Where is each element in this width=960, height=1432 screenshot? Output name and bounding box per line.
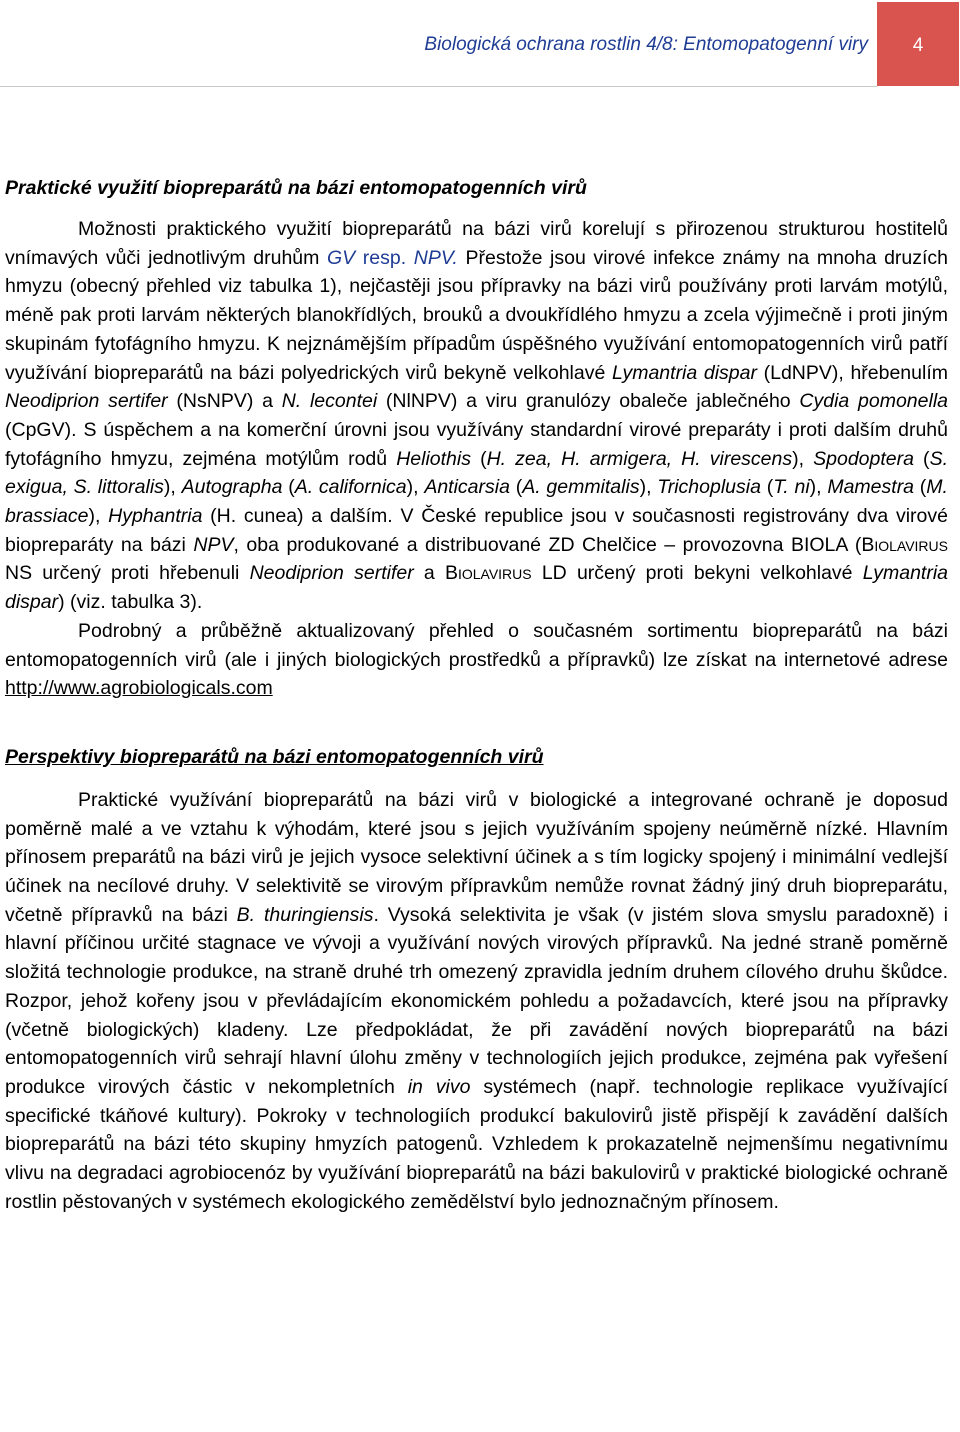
text-run: Podrobný a průběžně aktualizovaný přehled o současném sortimentu biopreparátů na bázi entomopatogenních virů (ale i jiných biologických prostředků a přípravků) lze získat na internetové adrese <box>5 619 948 671</box>
header-rule <box>0 86 877 87</box>
paragraph <box>5 215 948 617</box>
page-number: 4 <box>912 35 924 56</box>
species-name: Autographa <box>181 476 283 499</box>
text-run: ), <box>163 476 182 499</box>
text-run: NPV <box>193 533 234 556</box>
section-heading: Praktické využití biopreparátů na bázi entomopatogenních virů <box>5 177 587 199</box>
text-run: ), <box>809 476 828 499</box>
species-name: Mamestra <box>827 476 915 499</box>
species-name: Neodiprion sertifer <box>5 390 168 413</box>
section-practical-use <box>5 174 948 703</box>
species-name: N. lecontei <box>281 390 378 413</box>
running-title: Biologická ochrana rostlin 4/8: Entomopatogenní viry <box>424 34 868 55</box>
species-name: Hyphantria <box>108 505 203 528</box>
agrobiologicals-link[interactable]: http://www.agrobiologicals.com <box>5 677 273 700</box>
paragraph <box>5 617 948 703</box>
page-number-box <box>877 2 959 86</box>
paragraph <box>5 786 948 1217</box>
text-run: (H. cunea) a dalším. V České republice jsou v současnosti registrovány dva virové biopreparáty na bázi <box>5 505 948 556</box>
product-name: Biolavirus <box>861 533 948 556</box>
text-run: systémech (např. technologie replikace využívající specifické tkáňové kultury). Pokroky v technologiích produkcí bakulovirů jistě přispějí k zavádění dalších biopreparátů na bázi této skupiny hmyzích patogenů. Vzhledem k prokazatelně nejmenšímu negativnímu vlivu na degradaci agrobiocenóz by využívání biopreparátů na bázi bakulovirů v praktické biologické ochraně rostlin pěstovaných v systémech ekologického zemědělství bylo jednoznačným přínosem. <box>5 1075 948 1213</box>
text-run: (LdNPV), hřebenulím <box>756 361 948 384</box>
species-name: Lymantria dispar <box>611 361 757 384</box>
species-name: Heliothis <box>396 447 471 470</box>
text-run: ( <box>913 447 930 470</box>
species-name: M. brassiace <box>5 476 948 528</box>
text-run: Přestože jsou virové infekce známy na mnoha druzích hmyzu (obecný přehled viz tabulka 1), nejčastěji jsou přípravky na bázi virů používány proti larvám motýlů, méně pak proti larvám některých blanokřídlých, brouků a dvoukřídlého hmyzu a zcela výjimečně i proti jiným skupinám fytofágního hmyzu. K nejznámějším případům úspěšného využívání entomopatogenních virů patří využívání biopreparátů na bázi polyedrických virů bekyně velkohlavé <box>5 246 949 384</box>
species-name: Anticarsia <box>424 476 510 499</box>
text-run: , oba produkované a distribuované ZD Chelčice – provozovna BIOLA ( <box>233 533 862 556</box>
text-run: ( <box>282 476 295 499</box>
text-run: Praktické využívání biopreparátů na bázi virů v biologické a integrované ochraně je doposud poměrně malé a ve vztahu k výhodám, které jsou s jejich využíváním spojeny neúměrně nízké. Hlavním přínosem preparátů na bázi virů je jejich vysoce selektivní účinek a s tím logicky spojený i minimální vedlejší účinek na necílové druhy. V selektivitě se virovým přípravkům nemůže rovnat žádný jiný druh biopreparátu, včetně přípravků na bázi <box>5 788 948 926</box>
text-run: (NlNPV) a viru granulózy obaleče jablečného <box>377 390 800 413</box>
text-run: NPV. <box>413 246 458 269</box>
text-run: ( <box>509 476 523 499</box>
text-run: ( <box>471 447 487 470</box>
text-run: Možnosti praktického využití biopreparátů na bázi virů korelují s přirozenou strukturou hostitelů vnímavých vůči jednotlivým druhům <box>5 218 948 269</box>
text-run: NS určený proti hřebenuli <box>5 562 250 585</box>
text-run: ( <box>760 476 774 499</box>
species-name: Spodoptera <box>813 447 914 470</box>
species-name: Lymantria dispar <box>5 562 948 614</box>
text-run: a <box>413 562 445 585</box>
document-body <box>5 174 948 1217</box>
text-run: . Vysoká selektivita je však (v jistém slova smyslu paradoxně) i hlavní příčinou určité stagnace ve vývoji a využívání nových virových přípravků. Na jedné straně poměrně složitá technologie produkce, na straně druhé trh omezený zpravidla jedním druhem cílového druhu škůdce. Rozpor, jehož kořeny jsou v převládajícím ekonomickém pohledu a požadavcích, které jsou na přípravky (včetně biologických) kladeny. Lze předpokládat, že při zavádění nových biopreparátů na bázi entomopatogenních virů sehrají hlavní úlohu změny v technologiích jejich produkce, zejména pak vyřešení produkce virových částic v nekompletních <box>5 903 948 1098</box>
species-name: T. ni <box>773 476 810 499</box>
species-name: Neodiprion sertifer <box>249 562 414 585</box>
text-run: resp. <box>355 246 414 269</box>
text-run: (CpGV). S úspěchem a na komerční úrovni jsou využívány standardní virové preparáty i proti dalším druhů fytofágního hmyzu, zejména motýlům rodů <box>5 418 948 470</box>
section-perspectives <box>5 743 948 1217</box>
species-name: S. exigua, S. littoralis <box>5 447 948 499</box>
species-name: Trichoplusia <box>657 476 761 499</box>
text-run: in vivo <box>407 1075 471 1098</box>
species-name: B. thuringiensis <box>236 903 374 926</box>
text-run: ) (viz. tabulka 3). <box>58 591 203 614</box>
text-run: (NsNPV) a <box>167 390 282 413</box>
text-run: ), <box>639 476 658 499</box>
species-name: H. zea, H. armigera, H. virescens <box>486 447 793 470</box>
page-header <box>0 0 960 86</box>
text-run: ), <box>88 505 109 528</box>
species-name: A. gemmitalis <box>522 476 640 499</box>
section-heading: Perspektivy biopreparátů na bázi entomopatogenních virů <box>5 745 544 768</box>
text-run: LD určený proti bekyni velkohlavé <box>531 562 863 585</box>
species-name: Cydia pomonella <box>799 390 948 413</box>
text-run: ( <box>914 476 927 499</box>
species-name: A. californica <box>294 476 407 499</box>
text-run: GV <box>327 246 356 269</box>
text-run: ), <box>406 476 425 499</box>
product-name: Biolavirus <box>444 562 532 585</box>
text-run: ), <box>792 447 814 470</box>
